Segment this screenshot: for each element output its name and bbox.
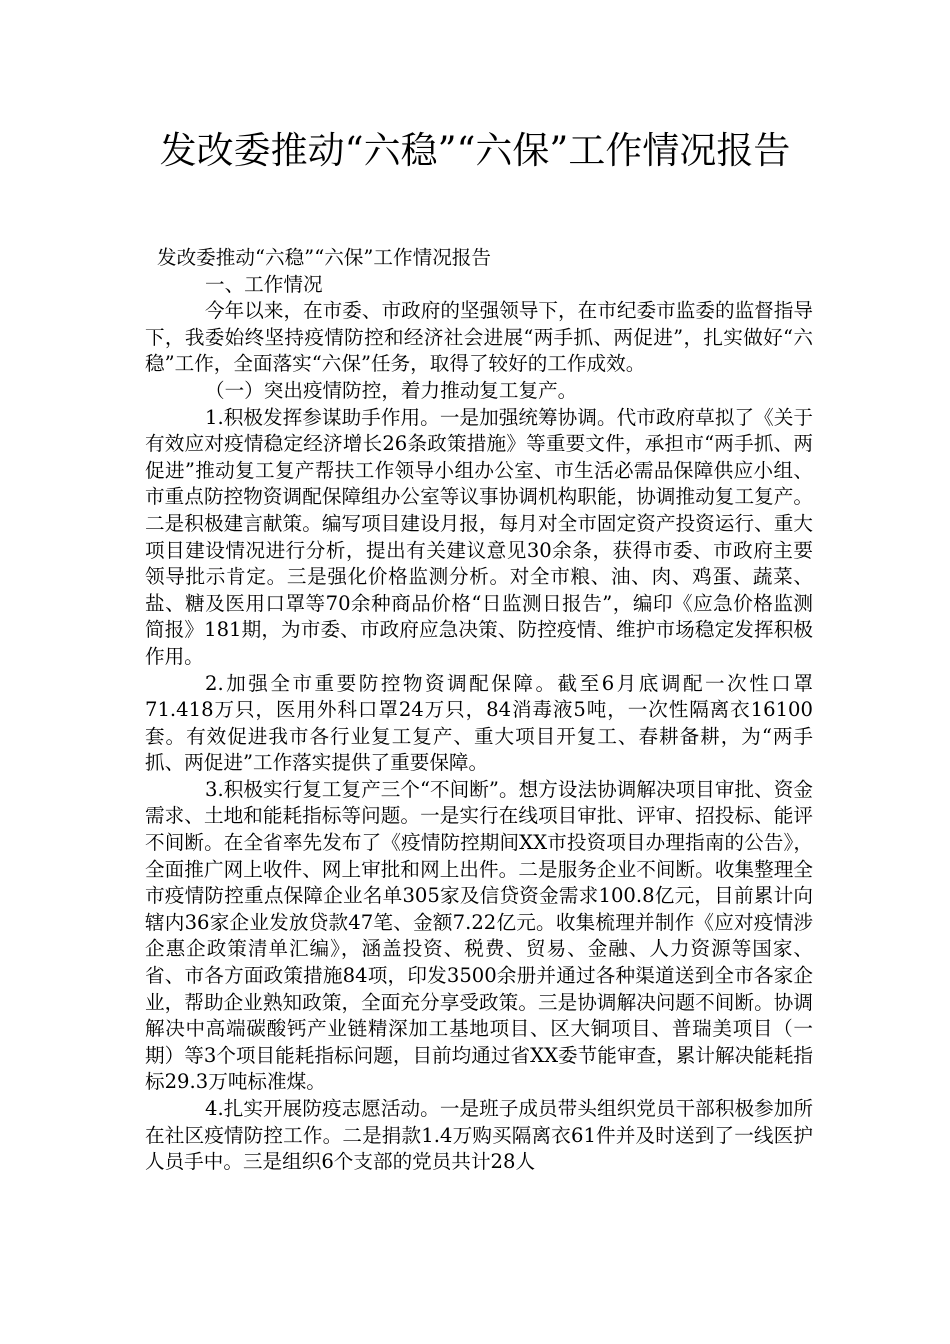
document-body [145, 245, 813, 1176]
paragraph-3: 3.积极实行复工复产三个“不间断”。想方设法协调解决项目审批、资金需求、土地和能耗指标等问题。一是实行在线项目审批、评审、招投标、能评不间断。在全省率先发布了《疫情防控期间XX市投资项目办理指南的公告》，全面推广网上收件、网上审批和网上出件。二是服务企业不间断。收集整理全市疫情防控重点保障企业名单305家及信贷资金需求100.8亿元，目前累计向辖内36家企业发放贷款47笔、金额7.22亿元。收集梳理并制作《应对疫情涉企惠企政策清单汇编》，涵盖投资、税费、贸易、金融、人力资源等国家、省、市各方面政策措施84项，印发3500余册并通过各种渠道送到全市各家企业，帮助企业熟知政策，全面充分享受政策。三是协调解决问题不间断。协调解决中高端碳酸钙产业链精深加工基地项目、区大铜项目、普瑞美项目（一期）等3个项目能耗指标问题，目前均通过省XX委节能审查，累计解决能耗指标29.3万吨标准煤。 [145, 777, 813, 1094]
intro-paragraph: 今年以来，在市委、市政府的坚强领导下，在市纪委市监委的监督指导下，我委始终坚持疫情防控和经济社会进展“两手抓、两促进”，扎实做好“六稳”工作，全面落实“六保”任务，取得了较好的工作成效。 [145, 299, 813, 376]
subsection-heading: （一）突出疫情防控，着力推动复工复产。 [205, 378, 578, 402]
section-heading: 一、工作情况 [205, 272, 323, 296]
document-subtitle: 发改委推动“六稳”“六保”工作情况报告 [157, 246, 491, 269]
paragraph-2: 2.加强全市重要防控物资调配保障。截至6月底调配一次性口罩71.418万只，医用外科口罩24万只，84消毒液5吨，一次性隔离衣16100套。有效促进我市各行业复工复产、重大项目开复工、春耕备耕，为“两手抓、两促进”工作落实提供了重要保障。 [145, 671, 813, 775]
document-title: 发改委推动“六稳”“六保”工作情况报告 [159, 129, 791, 172]
paragraph-1: 1.积极发挥参谋助手作用。一是加强统筹协调。代市政府草拟了《关于有效应对疫情稳定经济增长26条政策措施》等重要文件，承担市“两手抓、两促进”推动复工复产帮扶工作领导小组办公室、市生活必需品保障供应小组、市重点防控物资调配保障组办公室等议事协调机构职能，协调推动复工复产。二是积极建言献策。编写项目建设月报，每月对全市固定资产投资运行、重大项目建设情况进行分析，提出有关建议意见30余条，获得市委、市政府主要领导批示肯定。三是强化价格监测分析。对全市粮、油、肉、鸡蛋、蔬菜、盐、糖及医用口罩等70余种商品价格“日监测日报告”，编印《应急价格监测简报》181期，为市委、市政府应急决策、防控疫情、维护市场稳定发挥积极作用。 [145, 405, 813, 668]
paragraph-4: 4.扎实开展防疫志愿活动。一是班子成员带头组织党员干部积极参加所在社区疫情防控工作。二是捐款1.4万购买隔离衣61件并及时送到了一线医护人员手中。三是组织6个支部的党员共计28人 [145, 1097, 813, 1174]
